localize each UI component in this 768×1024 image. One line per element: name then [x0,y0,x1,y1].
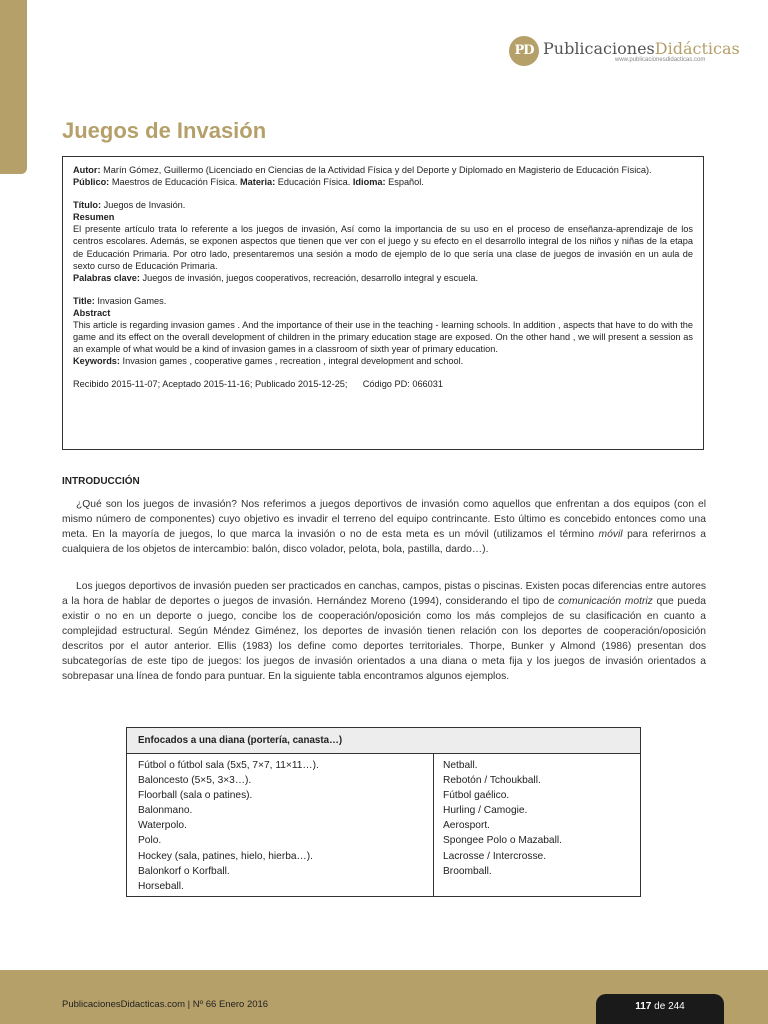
table-cell: Aerosport. [443,820,490,832]
summary-heading: Resumen [73,212,115,223]
article-info-box [62,156,704,450]
table-column-divider [433,753,434,897]
table-cell: Hockey (sala, patines, hielo, hierba…). [138,850,313,862]
intro-paragraph-2: Los juegos deportivos de invasión pueden ser practicados en canchas, campos, pistas o piscinas. Existen pocas diferencias entre autores a la hora de hablar de deportes o juegos de invasión. Hernández Moreno (1994), considerando el tipo de comunicación motriz que pueda existir o no en un deporte o juego, concibe los de cooperación/oposición como los más complejos de su clasificación en cuanto a complejidad estructural. Según Méndez Giménez, los deportes de invasión tienen relación con los deportes de cooperación/oposición descritos por el autor anterior. Ellis (1983) los define como deportes territoriales. Thorpe, Bunker y Almond (1986) presentan dos subcategorías de este tipo de juegos: los juegos de invasión orientados a una diana o meta fija y los juegos de invasión orientados a sobrepasar una línea de fondo para puntuar. En la siguiente tabla encontramos algunos ejemplos. [62,581,706,682]
english-title-value: Invasion Games. [97,295,167,306]
subject-value: Educación Física. [277,177,351,188]
table-cell: Rebotón / Tchoukball. [443,775,541,787]
table-cell: Hurling / Camogie. [443,805,528,817]
keywords-es-value: Juegos de invasión, juegos cooperativos, recreación, desarrollo integral y escuela. [142,272,479,283]
table-cell: Fútbol gaélico. [443,790,510,802]
language-value: Español. [388,177,424,188]
table-cell: Waterpolo. [138,820,187,832]
logo-name [543,39,740,58]
author-value: Marín Gómez, Guillermo (Licenciado en Ciencias de la Actividad Física y del Deporte y Diplomado en Magisterio de Educación Física). [103,165,652,175]
table-column-left [138,758,319,894]
emphasis-comunicacion-motriz: comunicación motriz [558,596,653,607]
audience-value: Maestros de Educación Física. [111,177,238,188]
invasion-games-table [126,727,641,897]
spanish-title-line [73,199,693,211]
intro-paragraph-1: ¿Qué son los juegos de invasión? Nos referimos a juegos deportivos de invasión como aquellos que enfrentan a dos equipos (con el mismo número de componentes) cuyo objetivo es invadir el terreno del equipo contrincante. Esto último es concebido entonces como una meta. En la mayoría de juegos, lo que marca la invasión o no de esta meta es un móvil (utilizamos el término móvil para referirnos a cualquiera de los objetos de intercambio: balón, disco volador, pelota, bola, pastilla, dardo…). [62,499,706,555]
table-header: Enfocados a una diana (portería, canasta…) [127,728,640,754]
table-column-right [443,758,562,879]
page-indicator [596,994,724,1024]
spanish-title-value: Juegos de Invasión. [103,200,186,211]
english-title-label: Title: [73,295,95,306]
table-cell: Lacrosse / Intercrosse. [443,850,547,862]
abstract-text: This article is regarding invasion games . And the importance of their use in the teaching - learning schools. In addition , aspects that have to do with the game and its effect on the overall development of children in the primary education stage are exposed. On the other hand , we will present a session as an example of what would be a kind of invasion games in a classroom of sixth year of primary education. [73,320,693,355]
audience-line [73,176,693,188]
logo-mark-icon: PD [509,36,539,66]
audience-label: Público: [73,177,110,188]
table-cell: Fútbol o fútbol sala (5x5, 7×7, 11×11…). [138,760,319,771]
english-title-line [73,295,693,307]
page-separator: de [654,1001,666,1012]
left-edge-tab [0,0,27,174]
logo-url: www.publicacionesdidacticas.com [615,57,706,63]
author-line [73,164,693,176]
table-cell: Balonmano. [138,805,193,817]
language-label: Idioma: [352,177,386,188]
table-cell: Broomball. [443,865,492,877]
footer-publication-info: PublicacionesDidacticas.com | Nº 66 Enero 2016 [62,999,269,1010]
logo-name-part-b: Didácticas [654,39,740,58]
table-cell: Baloncesto (5×5, 3×3…). [138,775,252,787]
keywords-es-line [73,272,693,284]
table-cell: Horseball. [138,880,184,892]
section-heading-introduction: INTRODUCCIÓN [62,476,140,487]
dates-line [73,378,693,390]
keywords-en-value: Invasion games , cooperative games , recreation , integral development and school. [122,356,464,367]
spanish-title-label: Título: [73,200,102,211]
table-cell: Netball. [443,760,478,771]
emphasis-movil: móvil [598,529,623,540]
table-cell: Polo. [138,835,162,847]
keywords-es-label: Palabras clave: [73,272,140,283]
abstract-heading: Abstract [73,307,111,318]
page-total: 244 [668,1001,685,1012]
table-cell: Floorball (sala o patines). [138,790,253,802]
subject-label: Materia: [240,177,276,188]
summary-text: El presente artículo trata lo referente a los juegos de invasión, Así como la importancia de su uso en el proceso de enseñanza-aprendizaje de los centros escolares. Además, se exponen aspectos que tienen que ver con el juego y su efecto en el desarrollo integral de los niños y niñas de la etapa de Educación Primaria. Por otro lado, presentaremos una sesión a modo de ejemplo de lo que sería una clase de juegos de invasión en un aula de sexto curso de Educación Primaria. [73,224,693,271]
table-cell: Balonkorf o Korfball. [138,865,230,877]
article-title: Juegos de Invasión [62,118,267,143]
table-cell: Spongee Polo o Mazaball. [443,835,562,847]
page-current: 117 [635,1001,652,1012]
pd-code: Código PD: 066031 [362,379,443,390]
keywords-en-label: Keywords: [73,356,120,367]
author-label: Autor: [73,165,101,175]
keywords-en-line [73,355,693,367]
logo-name-part-a: Publicaciones [543,39,655,58]
publication-dates: Recibido 2015-11-07; Aceptado 2015-11-16; Publicado 2015-12-25; [73,379,348,390]
